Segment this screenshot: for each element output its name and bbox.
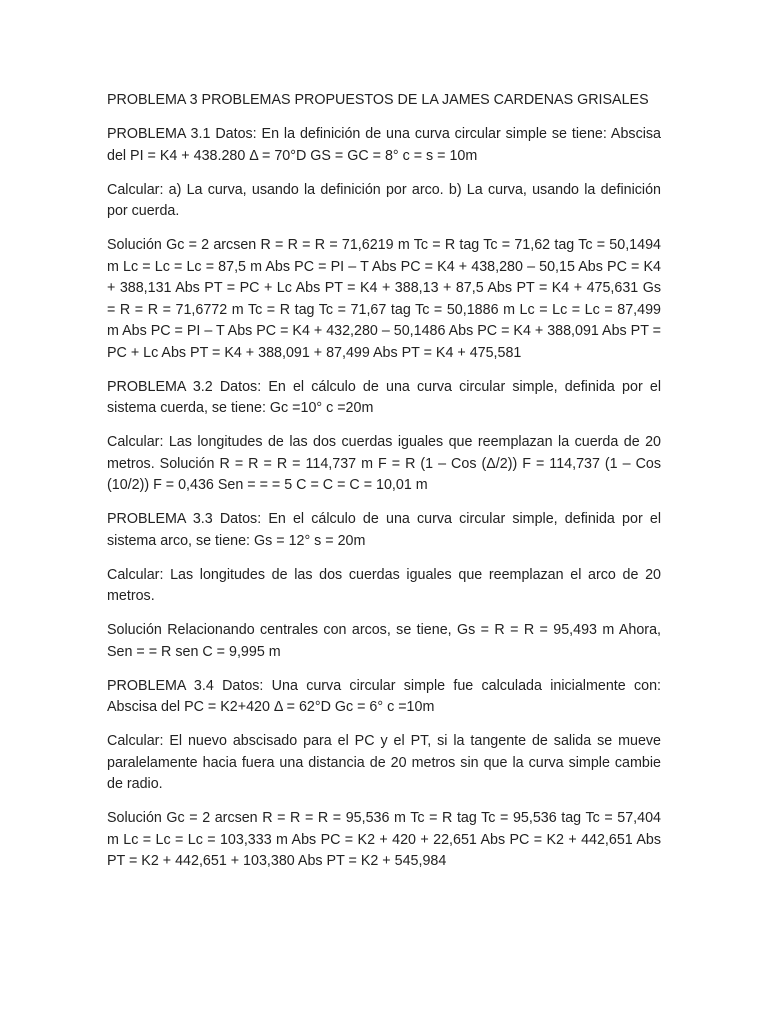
document-title: PROBLEMA 3 PROBLEMAS PROPUESTOS DE LA JAMES CARDENAS GRISALES — [107, 92, 649, 108]
problem-3-2-question-solution: Calcular: Las longitudes de las dos cuerdas iguales que reemplazan la cuerda de 20 metros. Solución R = R = R = 114,737 m F = R (1 – Cos (Δ/2)) F = 114,737 (1 – Cos (10/2)) F = 0,436 Sen = = = 5 C = C = C = 10,01 m — [107, 434, 661, 493]
problem-3-3-solution: Solución Relacionando centrales con arcos, se tiene, Gs = R = R = 95,493 m Ahora, Sen = = R sen C = 9,995 m — [107, 622, 661, 660]
problem-3-4-data: PROBLEMA 3.4 Datos: Una curva circular simple fue calculada inicialmente con: Abscisa del PC = K2+420 Δ = 62°D Gc = 6° c =10m — [107, 677, 661, 715]
problem-3-1-solution: Solución Gc = 2 arcsen R = R = R = 71,6219 m Tc = R tag Tc = 71,62 tag Tc = 50,1494 m Lc = Lc = Lc = 87,5 m Abs PC = PI – T Abs PC = K4 + 438,280 – 50,15 Abs PC = K4 + 388,131 Abs PT = PC + Lc Abs PT = K4 + 388,13 + 87,5 Abs PT = K4 + 475,631 Gs = R = R = 71,6772 m Tc = R tag Tc = 71,67 tag Tc = 50,1886 m Lc = Lc = Lc = 87,499 m Abs PC = PI – T Abs PC = K4 + 432,280 – 50,1486 Abs PC = K4 + 388,091 Abs PT = PC + Lc Abs PT = K4 + 388,091 + 87,499 Abs PT = K4 + 475,581 — [107, 237, 661, 361]
problem-3-2-data: PROBLEMA 3.2 Datos: En el cálculo de una curva circular simple, definida por el sistema cuerda, se tiene: Gc =10° c =20m — [107, 378, 661, 416]
problem-3-4-question: Calcular: El nuevo abscisado para el PC y el PT, si la tangente de salida se mueve paralelamente hacia fuera una distancia de 20 metros sin que la curva simple cambie de radio. — [107, 733, 661, 792]
problem-3-1-question: Calcular: a) La curva, usando la definición por arco. b) La curva, usando la definición por cuerda. — [107, 181, 661, 219]
document-page — [107, 90, 661, 885]
problem-3-1-data: PROBLEMA 3.1 Datos: En la definición de una curva circular simple se tiene: Abscisa del PI = K4 + 438.280 Δ = 70°D GS = GC = 8° c = s = 10m — [107, 126, 661, 164]
problem-3-3-question: Calcular: Las longitudes de las dos cuerdas iguales que reemplazan el arco de 20 metros. — [107, 566, 661, 604]
problem-3-4-solution: Solución Gc = 2 arcsen R = R = R = 95,536 m Tc = R tag Tc = 95,536 tag Tc = 57,404 m Lc = Lc = Lc = 103,333 m Abs PC = K2 + 420 + 22,651 Abs PC = K2 + 442,651 Abs PT = K2 + 442,651 + 103,380 Abs PT = K2 + 545,984 — [107, 810, 661, 869]
problem-3-3-data: PROBLEMA 3.3 Datos: En el cálculo de una curva circular simple, definida por el sistema arco, se tiene: Gs = 12° s = 20m — [107, 511, 661, 549]
